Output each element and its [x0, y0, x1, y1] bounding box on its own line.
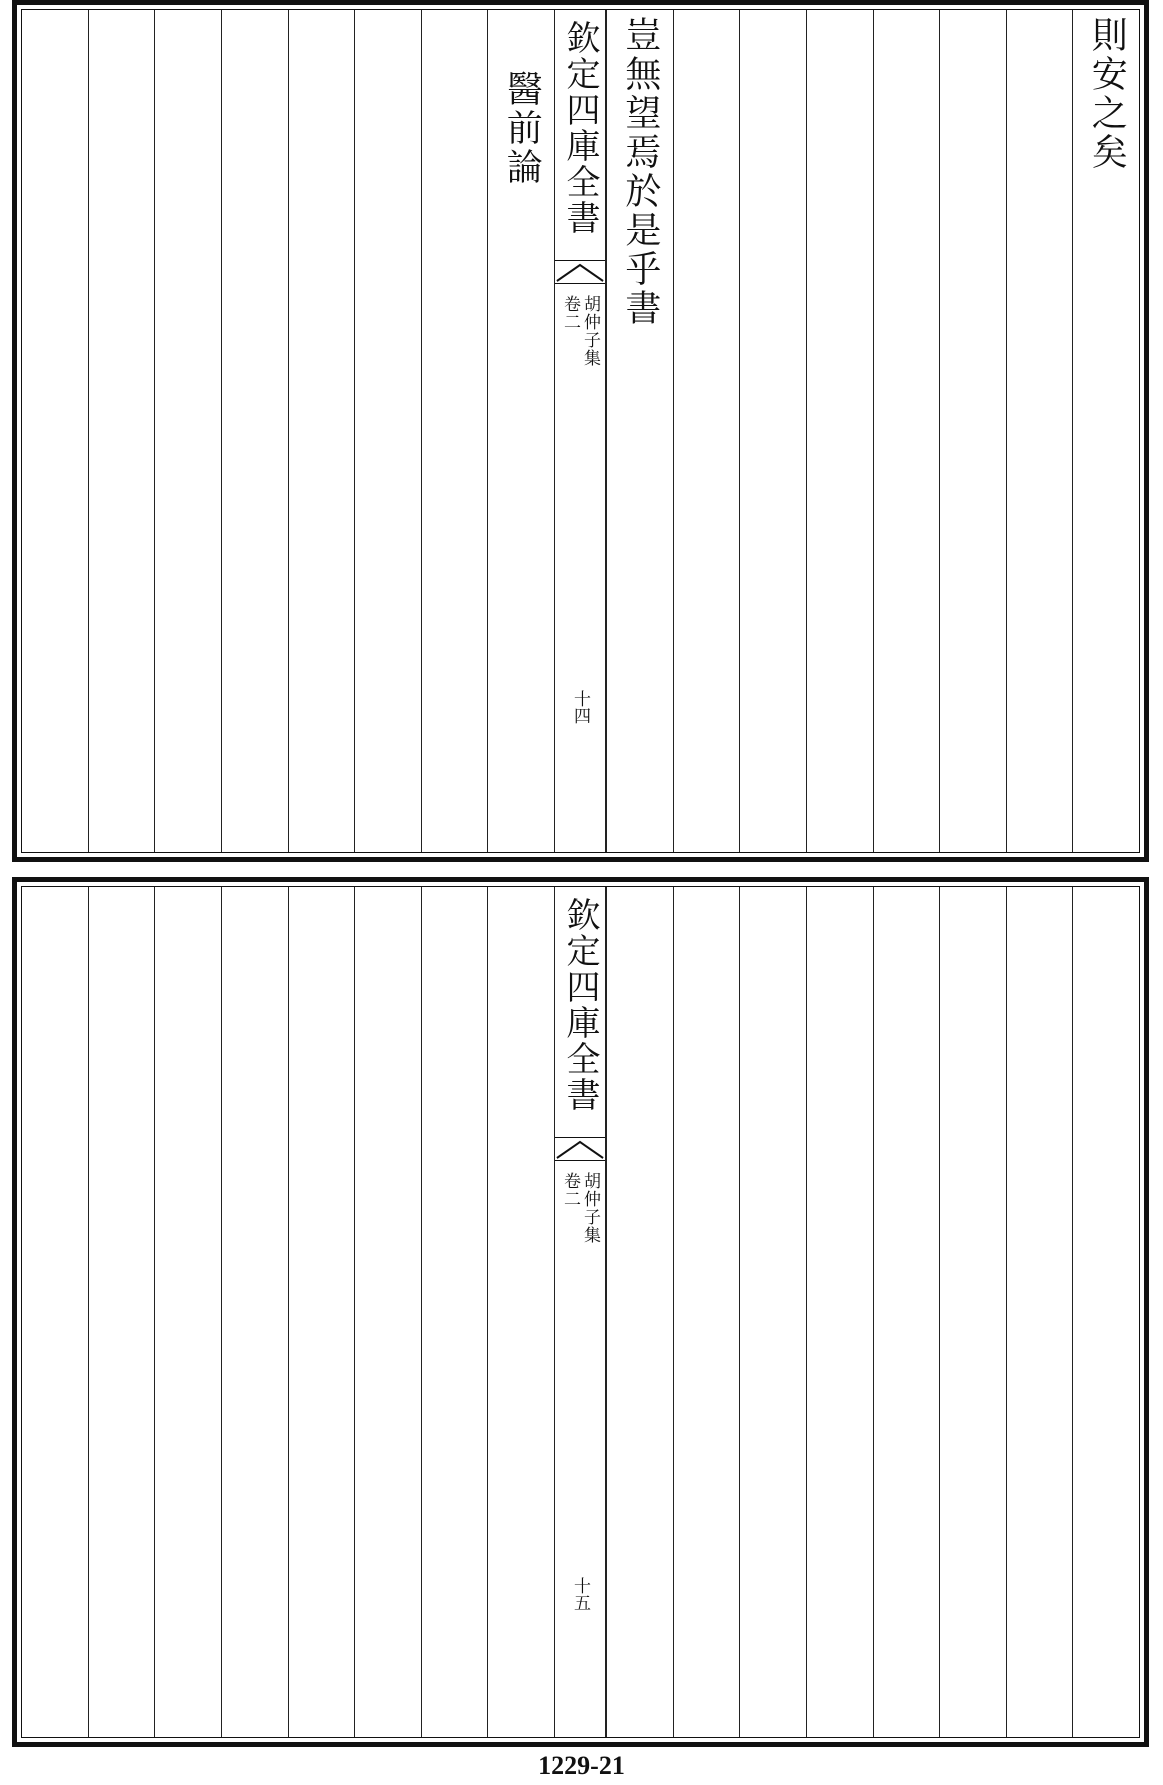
text-column	[487, 887, 554, 1737]
text-column	[421, 10, 488, 852]
text-column	[1072, 887, 1139, 1737]
text-column	[1006, 10, 1073, 852]
text-column	[88, 887, 155, 1737]
text-column: 豈無望焉於是乎書	[606, 10, 673, 852]
lower-folio	[12, 877, 1149, 1747]
fish-tail-icon	[555, 260, 605, 284]
text-column	[221, 10, 288, 852]
text-column	[673, 10, 740, 852]
text-column	[421, 887, 488, 1737]
essay-heading: 醫前論	[487, 10, 554, 852]
upper-text-frame	[21, 9, 1140, 853]
text-column	[806, 887, 873, 1737]
collection-name: 胡仲子集	[580, 295, 600, 367]
text-column	[154, 10, 221, 852]
text-column	[939, 10, 1006, 852]
text-column	[873, 10, 940, 852]
volume-label: 卷二	[560, 295, 580, 331]
book-title: 欽定四庫全書	[560, 20, 600, 236]
collection-name: 胡仲子集	[580, 1172, 600, 1244]
page-number: 十五	[570, 1577, 590, 1611]
text-column	[22, 10, 88, 852]
upper-folio	[12, 0, 1149, 862]
page-number: 十四	[570, 690, 590, 724]
text-column	[288, 887, 355, 1737]
center-fold-strip	[554, 887, 606, 1737]
volume-label: 卷二	[560, 1172, 580, 1208]
text-column: 則安之矣	[1072, 10, 1139, 852]
book-title: 欽定四庫全書	[560, 897, 600, 1113]
text-column	[606, 887, 673, 1737]
collection-label	[555, 1172, 605, 1292]
text-column	[354, 887, 421, 1737]
text-column	[806, 10, 873, 852]
collection-label	[555, 295, 605, 415]
text-column	[939, 887, 1006, 1737]
text-column	[739, 10, 806, 852]
text-column	[739, 887, 806, 1737]
text-column	[221, 887, 288, 1737]
fish-tail-icon	[555, 1137, 605, 1161]
reprint-page-number: 1229-21	[538, 1751, 625, 1780]
lower-text-frame	[21, 886, 1140, 1738]
text-column	[354, 10, 421, 852]
text-column	[288, 10, 355, 852]
text-column	[873, 887, 940, 1737]
text-column	[673, 887, 740, 1737]
text-column	[22, 887, 88, 1737]
text-column	[1006, 887, 1073, 1737]
text-column	[88, 10, 155, 852]
text-column	[154, 887, 221, 1737]
center-fold-strip	[554, 10, 606, 852]
